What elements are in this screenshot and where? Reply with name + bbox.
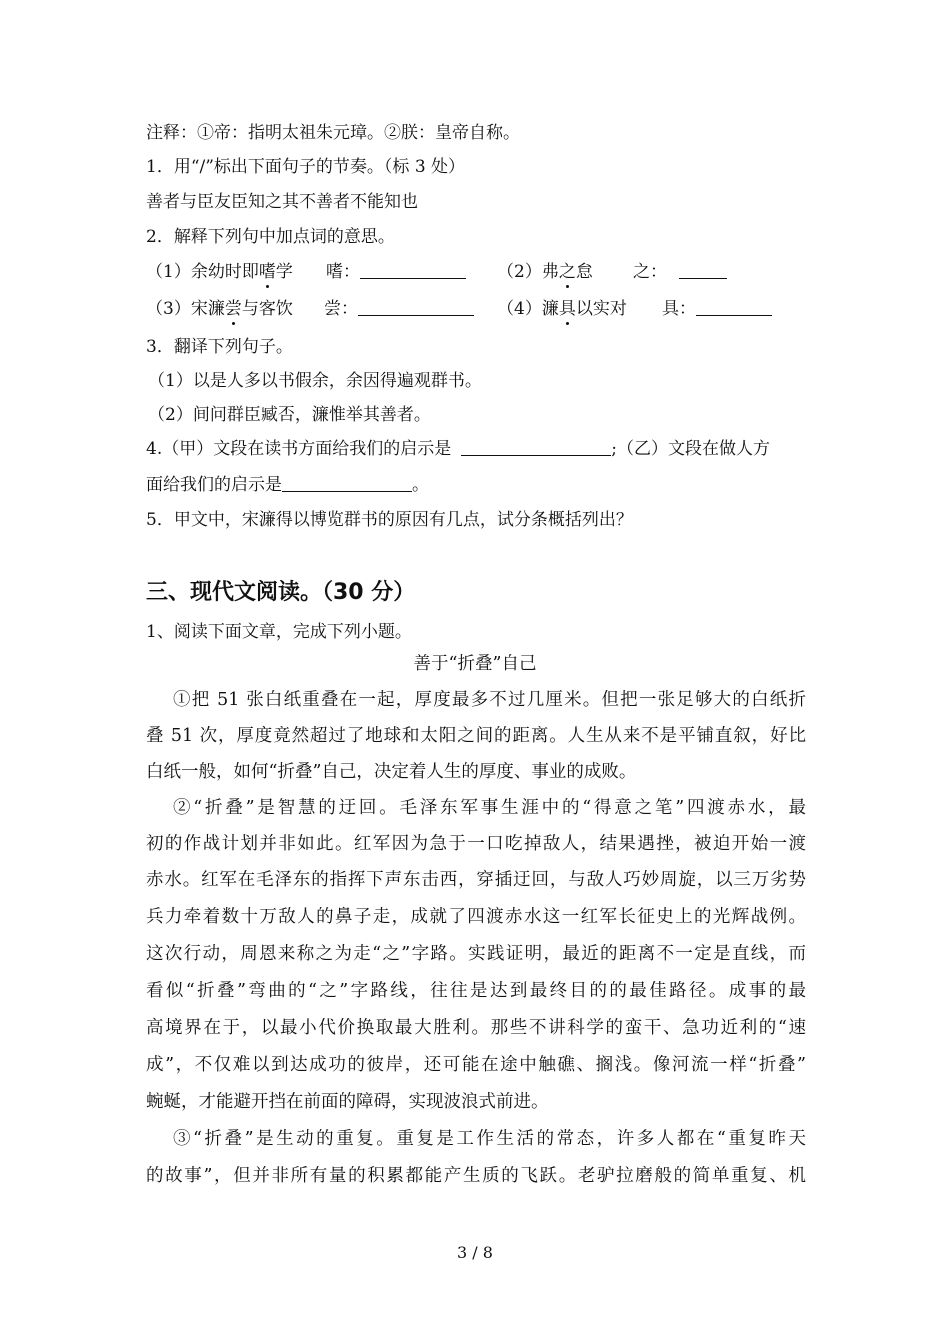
page-number: 3 / 8: [457, 1243, 493, 1262]
paragraph-2-line: 兵力牵着数十万敌人的鼻子走，成就了四渡赤水这一红军长征史上的光辉战例。: [146, 907, 806, 927]
question-2-item-1: [146, 260, 293, 284]
answer-label: 之：: [633, 262, 667, 282]
item-text: 与客饮: [241, 299, 293, 319]
paragraph-1-line: ①把 51 张白纸重叠在一起，厚度最多不过几厘米。但把一张足够大的白纸折: [173, 690, 806, 710]
question-2-item-4-answer: [662, 297, 772, 321]
dotted-word: 之: [558, 262, 576, 282]
annotation-note: 注释：①帝：指明太祖朱元璋。②朕：皇帝自称。: [146, 123, 520, 143]
article-title: 善于“折叠”自己: [413, 654, 537, 674]
answer-blank[interactable]: [461, 437, 611, 456]
paragraph-3-line: ③“折叠”是生动的重复。重复是工作生活的常态，许多人都在“重复昨天: [173, 1129, 806, 1149]
item-text: 学: [275, 262, 293, 282]
paragraph-2-line: 初的作战计划并非如此。红军因为急于一口吃掉敌人，结果遇挫，被迫开始一渡: [146, 834, 806, 854]
item-number: （4）: [497, 299, 542, 319]
question-3-sentence-1: （1）以是人多以书假余，余因得遍观群书。: [148, 371, 482, 391]
answer-blank[interactable]: [282, 473, 412, 492]
item-text: 濂: [541, 299, 559, 319]
question-4-text: 面给我们的启示是: [146, 475, 282, 495]
paragraph-2-line: 看似“折叠”弯曲的“之”字路线，往往是达到最终目的的最佳路径。成事的最: [146, 981, 806, 1001]
paragraph-1-line: 叠 51 次，厚度竟然超过了地球和太阳之间的距离。人生从来不是平铺直叙，好比: [146, 726, 806, 746]
question-2-item-2: [497, 260, 593, 284]
question-2-item-3-answer: [324, 297, 474, 321]
answer-blank[interactable]: [696, 297, 772, 316]
answer-label: 具：: [662, 299, 696, 319]
question-4-text: 。: [412, 475, 429, 495]
paragraph-2-line: 赤水。红军在毛泽东的指挥下声东击西，穿插迂回，与敌人巧妙周旋，以三万劣势: [146, 870, 806, 890]
question-2-item-2-answer: [633, 260, 727, 284]
paragraph-1-line: 白纸一般，如何“折叠”自己，决定着人生的厚度、事业的成败。: [146, 762, 637, 782]
answer-label: 嗜：: [326, 262, 360, 282]
paragraph-2-line: 成”，不仅难以到达成功的彼岸，还可能在途中触礁、搁浅。像河流一样“折叠”: [146, 1055, 806, 1075]
item-text: 余幼时即: [190, 262, 259, 282]
paragraph-2-line: ②“折叠”是智慧的迂回。毛泽东军事生涯中的“得意之笔”四渡赤水，最: [173, 798, 806, 818]
item-number: （2）: [497, 262, 542, 282]
paragraph-3-line: 的故事”，但并非所有量的积累都能产生质的飞跃。老驴拉磨般的简单重复、机: [146, 1166, 806, 1186]
question-2-item-1-answer: [326, 260, 466, 284]
question-2-item-3: [146, 297, 293, 321]
item-text: 以实对: [575, 299, 627, 319]
dotted-word: 嗜: [258, 262, 276, 282]
question-2-item-4: [497, 297, 627, 321]
question-4-text: ;（乙）文段在做人方: [611, 439, 770, 459]
dotted-word: 具: [558, 299, 576, 319]
item-text: 宋濂: [190, 299, 225, 319]
paragraph-2-line: 高境界在于，以最小代价换取最大胜利。那些不讲科学的蛮干、急功近利的“速: [146, 1018, 806, 1038]
answer-blank[interactable]: [358, 297, 474, 316]
item-text: 弗: [541, 262, 559, 282]
item-number: （1）: [146, 262, 191, 282]
question-1-stem: 1．用“/”标出下面句子的节奏。（标 3 处）: [146, 157, 466, 177]
answer-blank[interactable]: [679, 260, 727, 279]
paragraph-2-line: 这次行动，周恩来称之为走“之”字路。实践证明，最近的距离不一定是直线，而: [146, 944, 806, 964]
dotted-word: 尝: [224, 299, 242, 319]
question-4-line-1: [146, 437, 770, 461]
question-4-text: 4.（甲）文段在读书方面给我们的启示是: [146, 439, 452, 459]
question-4-line-2: [146, 473, 429, 497]
question-5-stem: 5．甲文中，宋濂得以博览群书的原因有几点，试分条概括列出？: [146, 510, 633, 530]
question-1-sentence: 善者与臣友臣知之其不善者不能知也: [146, 192, 418, 212]
section-3-heading: 三、现代文阅读。（30 分）: [146, 580, 416, 605]
section-3-task: 1、阅读下面文章，完成下列小题。: [146, 622, 412, 642]
answer-blank[interactable]: [360, 260, 466, 279]
question-3-sentence-2: （2）间问群臣臧否，濂惟举其善者。: [148, 405, 431, 425]
item-text: 怠: [575, 262, 593, 282]
item-number: （3）: [146, 299, 191, 319]
question-3-stem: 3．翻译下列句子。: [146, 337, 293, 357]
paragraph-2-line: 蜿蜒，才能避开挡在前面的障碍，实现波浪式前进。: [146, 1092, 549, 1112]
answer-label: 尝：: [324, 299, 358, 319]
question-2-stem: 2．解释下列句中加点词的意思。: [146, 227, 395, 247]
